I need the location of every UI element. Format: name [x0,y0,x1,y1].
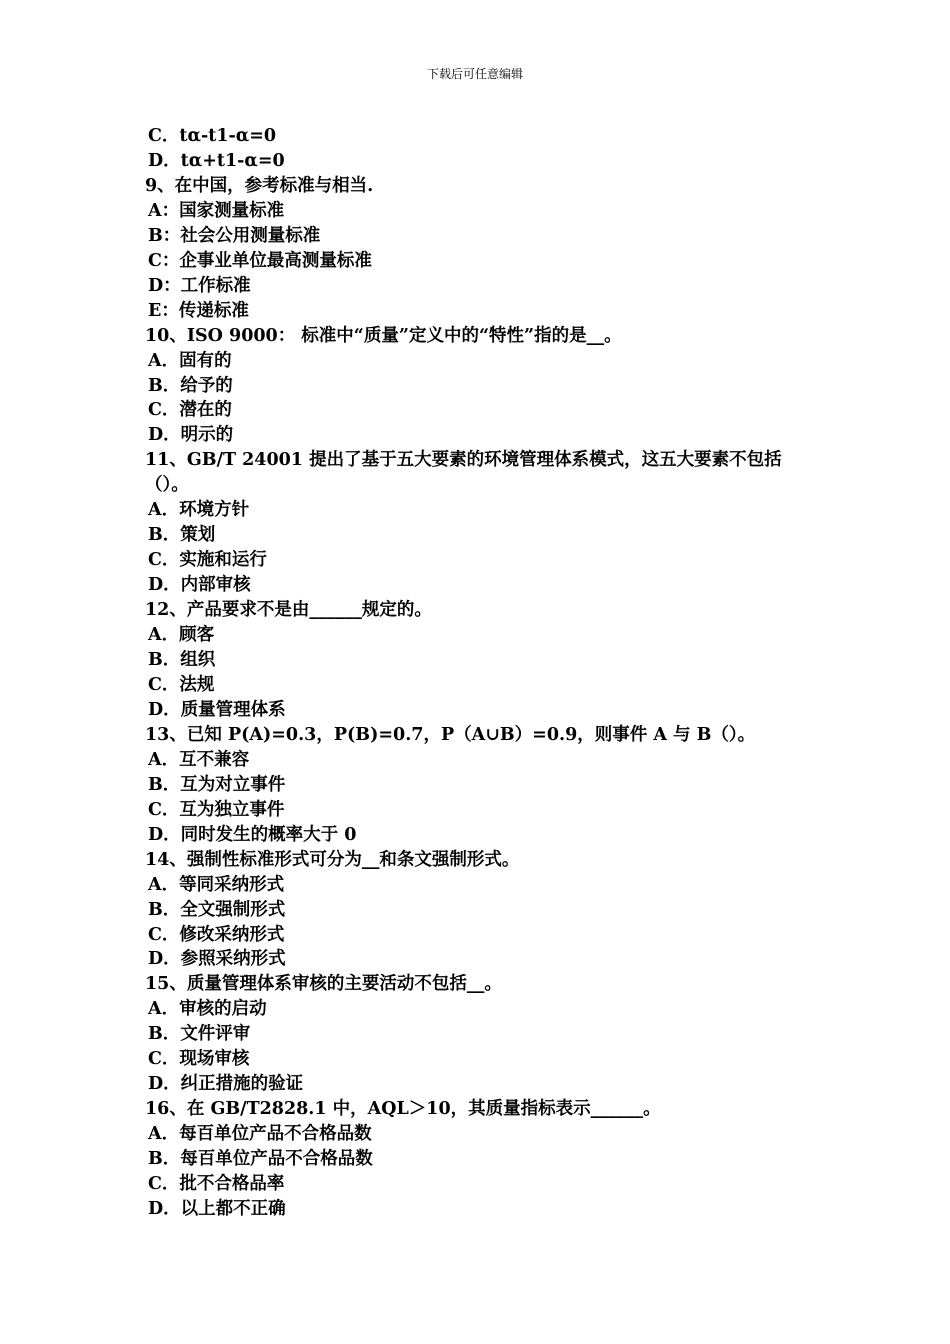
option-line: C．批不合格品率 [148,1174,285,1195]
option-line: C：企事业单位最高测量标准 [148,250,372,271]
question-line: 13、已知 P(A)=0.3，P(B)=0.7，P（A∪B）=0.9，则事件 A 与 B（）。 [145,724,756,745]
option-line: B．给予的 [148,375,233,396]
question-line: 9、在中国，参考标准与相当. [145,175,374,196]
option-line: D．纠正措施的验证 [148,1074,304,1095]
option-line: B．文件评审 [148,1024,251,1045]
option-line: E：传递标准 [148,300,249,321]
option-line: D．明示的 [148,425,234,446]
option-line: A．每百单位产品不合格品数 [148,1124,372,1145]
option-line: A．审核的启动 [148,999,267,1020]
page-header-note: 下载后可任意编辑 [426,67,523,81]
question-line: 11、GB/T 24001 提出了基于五大要素的环境管理体系模式，这五大要素不包括（）。 [145,450,782,496]
option-line: B：社会公用测量标准 [148,225,321,246]
option-line: B．全文强制形式 [148,899,286,920]
option-line: C．实施和运行 [148,550,267,571]
option-line: C．潜在的 [148,400,232,421]
option-line: A．等同采纳形式 [148,874,285,895]
option-line: A：国家测量标准 [148,200,285,221]
option-line: C．互为独立事件 [148,799,285,820]
option-line: B．每百单位产品不合格品数 [148,1149,373,1170]
option-line: B．策划 [148,525,216,546]
option-line: D．以上都不正确 [148,1198,286,1219]
option-line: D．内部审核 [148,575,251,596]
option-line: D．同时发生的概率大于 0 [148,824,357,845]
option-line: C．现场审核 [148,1049,250,1070]
option-line: A．固有的 [148,350,232,371]
document-body [145,124,815,1222]
option-line: A．顾客 [148,625,215,646]
question-line: 10、ISO 9000： 标准中“质量”定义中的“特性”指的是__。 [145,325,622,346]
option-line: B．互为对立事件 [148,774,286,795]
option-line: B．组织 [148,650,216,671]
option-line: C．法规 [148,674,215,695]
option-line: C．修改采纳形式 [148,924,285,945]
question-line: 16、在 GB/T2828.1 中，AQL＞10，其质量指标表示______。 [145,1099,661,1120]
option-line: A．互不兼容 [148,749,250,770]
question-line: 14、强制性标准形式可分为__和条文强制形式。 [145,849,520,870]
option-line: D：工作标准 [148,275,251,296]
option-line: D．参照采纳形式 [148,949,286,970]
option-line: D．tα+t1-α=0 [148,150,285,171]
question-line: 15、质量管理体系审核的主要活动不包括__。 [145,974,502,995]
option-line: D．质量管理体系 [148,699,286,720]
option-line: A．环境方针 [148,500,250,521]
question-line: 12、产品要求不是由______规定的。 [145,600,432,621]
option-line: C．tα-t1-α=0 [148,126,277,146]
